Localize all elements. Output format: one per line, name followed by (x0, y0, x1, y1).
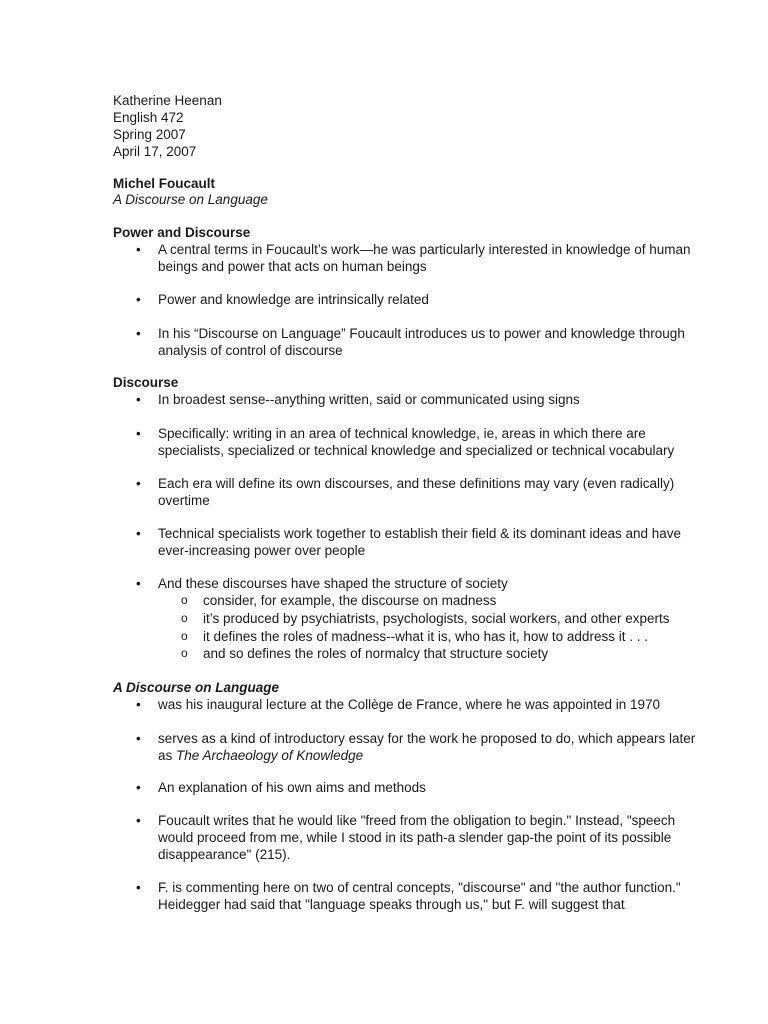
bullet-item: • A central terms in Foucault’s work—he was particularly interested in knowledge of human beings and power that acts on human beings (158, 241, 708, 275)
bullet-item: • Each era will define its own discourses, and these definitions may vary (even radically) overtime (158, 475, 708, 509)
bullet-item: • Specifically: writing in an area of technical knowledge, ie, areas in which there are specialists, specialized or technical knowledge and specialized or technical vocabulary (158, 425, 708, 459)
bullet-item: • In broadest sense--anything written, said or communicated using signs (158, 391, 708, 408)
bullet-item (158, 730, 708, 764)
bullet-item: • Technical specialists work together to establish their field & its dominant ideas and have ever-increasing power over people (158, 525, 708, 559)
date: April 17, 2007 (113, 144, 197, 159)
bullet-item: • was his inaugural lecture at the Collège de France, where he was appointed in 1970 (158, 696, 708, 713)
bullet-item: • F. is commenting here on two of central concepts, "discourse" and "the author function." Heidegger had said that "language speaks through us," but F. will suggest that (158, 879, 708, 913)
section-heading-power: Power and Discourse (113, 225, 251, 240)
sub-bullet-item: o consider, for example, the discourse on madness (203, 592, 703, 610)
bullet-item: • Power and knowledge are intrinsically related (158, 291, 708, 308)
bullet-text: serves as a kind of introductory essay for the work he proposed to do, which appears later as (158, 731, 696, 763)
course-name: English 472 (113, 110, 184, 125)
sub-bullet-item: o and so defines the roles of normalcy that structure society (203, 645, 703, 663)
section-heading-discourse: Discourse (113, 375, 179, 390)
bullet-item: • And these discourses have shaped the structure of society (158, 575, 708, 592)
bullet-item: • An explanation of his own aims and methods (158, 779, 708, 796)
bullet-item: • Foucault writes that he would like "freed from the obligation to begin." Instead, "speech would proceed from me, while I stood in its path-a slender gap-the point of its possible disappearance" (215). (158, 812, 708, 863)
section-heading-discourse-on-language: A Discourse on Language (113, 680, 280, 695)
book-title: The Archaeology of Knowledge (176, 748, 364, 763)
sub-bullet-item: o it defines the roles of madness--what it is, who has it, how to address it . . . (203, 628, 703, 646)
title-work: A Discourse on Language (113, 192, 268, 207)
author-name: Katherine Heenan (113, 93, 222, 108)
term: Spring 2007 (113, 127, 186, 142)
title-name: Michel Foucault (113, 176, 216, 191)
document-header (113, 92, 222, 160)
bullet-item: • In his “Discourse on Language” Foucault introduces us to power and knowledge through analysis of control of discourse (158, 325, 708, 359)
sub-bullet-item: o it’s produced by psychiatrists, psychologists, social workers, and other experts (203, 610, 703, 628)
